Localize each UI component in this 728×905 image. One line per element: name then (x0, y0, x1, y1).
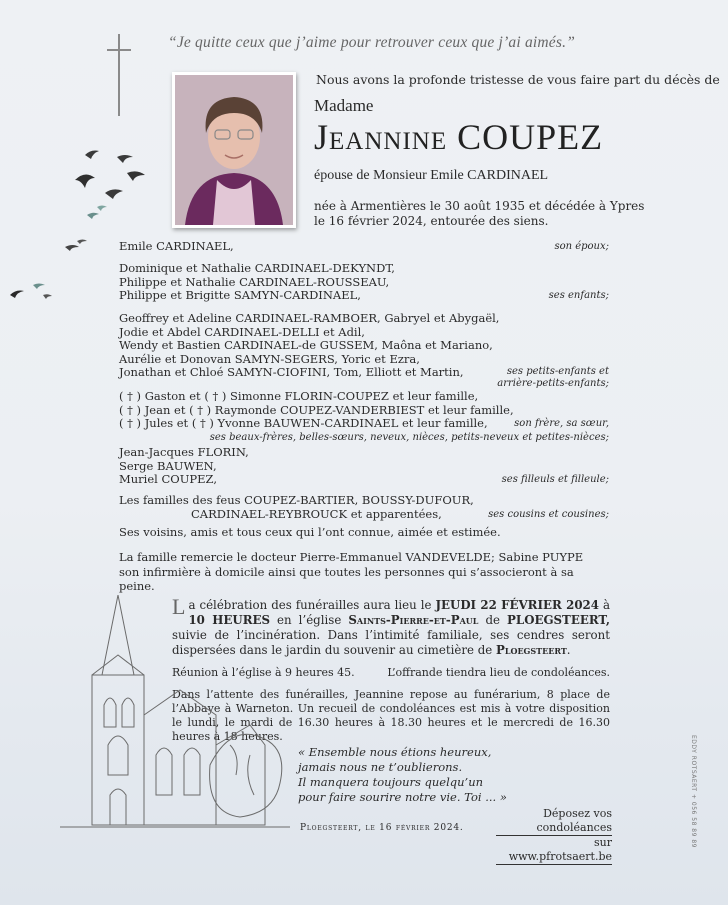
first-name: Jeannine (314, 117, 448, 157)
family-siblings: ( † ) Gaston et ( † ) Simonne FLORIN-COUPEZ et leur famille, ( † ) Jean et ( † ) Raymonde COUPEZ-VANDERBIEST et leur famille, ( † ) Jules et ( † ) Yvonne BAUWEN-CARDINAEL et leur famille, son frère, sa sœur, ses beaux-frères, belles-sœurs, neveux, nièces, petits-neveux et petites-nièces; (119, 389, 609, 443)
thanks-paragraph: La famille remercie le docteur Pierre-Emmanuel VANDEVELDE; Sabine PUYPE son infirmière à domicile ainsi que toutes les personnes qui s’associeront à sa peine. (119, 550, 584, 593)
last-name: COUPEZ (457, 117, 604, 157)
family-spouse: Emile CARDINAEL, son époux; (119, 239, 609, 253)
honorific: Madame (314, 96, 374, 115)
deceased-name (314, 116, 603, 158)
family-grandchildren: Geoffrey et Adeline CARDINAEL-RAMBOER, Gabryel et Abygaël, Jodie et Abdel CARDINAEL-DELLI et Adil, Wendy et Bastien CARDINAEL-de GUSSEM, Maôna et Mariano, Aurélie et Donovan SAMYN-SEGERS, Yoric et Ezra, Jonathan et Chloé SAMYN-CIOFINI, Tom, Elliott et Martin, ses petits-enfants et arrière-petits-enfants; (119, 311, 609, 390)
neighbors-line: Ses voisins, amis et tous ceux qui l’ont connue, aimée et estimée. (119, 525, 501, 539)
spouse-line: épouse de Monsieur Emile CARDINAEL (314, 168, 549, 183)
family-cousins: Les familles des feus COUPEZ-BARTIER, BOUSSY-DUFOUR, CARDINAEL-REYBROUCK et apparentées, ses cousins et cousines; (119, 493, 609, 521)
meeting-line: Réunion à l’église à 9 heures 45. L’offrande tiendra lieu de condoléances. (172, 666, 610, 679)
poem: « Ensemble nous étions heureux, jamais nous ne t’oublierons. Il manquera toujours quelqu’un pour faire sourire notre vie. Toi ... » (298, 745, 507, 804)
drop-cap: L (172, 594, 186, 619)
family-godchildren: Jean-Jacques FLORIN, Serge BAUWEN, Muriel COUPEZ, ses filleuls et filleule; (119, 445, 609, 487)
condolence-link[interactable]: Déposez vos condoléances sur www.pfrotsaert.be (496, 807, 612, 865)
intro-text: Nous avons la profonde tristesse de vous faire part du décès de (316, 72, 720, 87)
funeral-details: La célébration des funérailles aura lieu le JEUDI 22 FÉVRIER 2024 à 10 HEURES en l’église Saints-Pierre-et-Paul de PLOEGSTEERT, suivie de l’incinération. Dans l’intimité familiale, ses cendres seront dispersées dans le jardin du souvenir au cimetière de Ploegsteert. (172, 594, 611, 657)
epitaph-quote: “Je quitte ceux que j’aime pour retrouver ceux que j’ai aimés.” (168, 34, 576, 51)
birth-death-info: née à Armentières le 30 août 1935 et décédée à Ypres le 16 février 2024, entourée des siens. (314, 199, 645, 228)
publisher-credit: EDDY ROTSAERT + 056 58 89 89 (690, 735, 697, 848)
visitation-details: Dans l’attente des funérailles, Jeannine repose au funérarium, 8 place de l’Abbaye à Warneton. Un recueil de condoléances est mis à votre disposition le lundi, le mardi de 16.30 heures à 18.30 heures et le mercredi de 16.30 heures à 18 heures. (172, 688, 610, 743)
family-children: Dominique et Nathalie CARDINAEL-DEKYNDT, Philippe et Nathalie CARDINAEL-ROUSSEAU, Philippe et Brigitte SAMYN-CARDINAEL, ses enfants; (119, 261, 609, 303)
portrait-photo (172, 72, 296, 228)
church-illustration (60, 595, 290, 835)
dateline: Ploegsteert, le 16 février 2024. (300, 823, 464, 833)
cross-icon (106, 34, 132, 116)
portrait-illustration (175, 75, 293, 225)
